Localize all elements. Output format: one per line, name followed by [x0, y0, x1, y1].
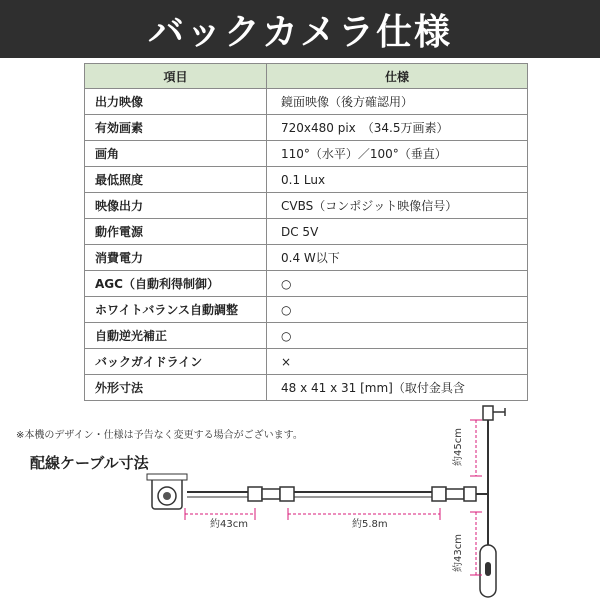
- row-spec-value: CVBS（コンポジット映像信号）: [267, 193, 528, 219]
- connector-icon: [432, 487, 476, 501]
- page-title: バックカメラ仕様: [147, 11, 452, 53]
- row-item-label: ホワイトバランス自動調整: [85, 297, 267, 323]
- row-item-label: 消費電力: [85, 245, 267, 271]
- extension-cable-length-label: 約5.8m: [352, 519, 388, 530]
- row-spec-value: 720x480 pix （34.5万画素）: [267, 115, 528, 141]
- row-item-label: 画角: [85, 141, 267, 167]
- camera-cable-length-label: 約43cm: [210, 519, 248, 530]
- row-item-label: 自動逆光補正: [85, 323, 267, 349]
- column-header-spec: 仕様: [267, 64, 528, 89]
- row-item-label: 出力映像: [85, 89, 267, 115]
- connector-icon: [248, 487, 294, 501]
- row-spec-value: DC 5V: [267, 219, 528, 245]
- camera-icon: [147, 474, 187, 509]
- row-spec-value: ○: [267, 297, 528, 323]
- row-spec-value: 0.1 Lux: [267, 167, 528, 193]
- disclaimer-note: ※本機のデザイン・仕様は予告なく変更する場合がございます。: [16, 430, 303, 441]
- row-spec-value: ×: [267, 349, 528, 375]
- row-item-label: 有効画素: [85, 115, 267, 141]
- row-item-label: 最低照度: [85, 167, 267, 193]
- row-spec-value: 0.4 W以下: [267, 245, 528, 271]
- row-spec-value: ○: [267, 323, 528, 349]
- plug-icon: [483, 406, 505, 420]
- branch-cable-line: [476, 420, 488, 545]
- bottom-branch-length-label: 約43cm: [453, 534, 464, 572]
- row-item-label: 外形寸法: [85, 375, 267, 401]
- row-item-label: 動作電源: [85, 219, 267, 245]
- column-header-item: 項目: [85, 64, 267, 89]
- row-spec-value: 110°（水平）／100°（垂直）: [267, 141, 528, 167]
- row-spec-value: 鏡面映像（後方確認用）: [267, 89, 528, 115]
- wiring-section-title: 配線ケーブル寸法: [30, 454, 149, 472]
- row-item-label: 映像出力: [85, 193, 267, 219]
- switch-icon: [480, 545, 496, 597]
- row-spec-value: ○: [267, 271, 528, 297]
- row-item-label: AGC（自動利得制御）: [85, 271, 267, 297]
- top-branch-length-label: 約45cm: [453, 428, 464, 466]
- row-spec-value: 48 x 41 x 31 [mm]（取付金具含: [267, 375, 528, 401]
- extension-cable-line: [294, 492, 432, 497]
- cable-line: [187, 492, 248, 497]
- row-item-label: バックガイドライン: [85, 349, 267, 375]
